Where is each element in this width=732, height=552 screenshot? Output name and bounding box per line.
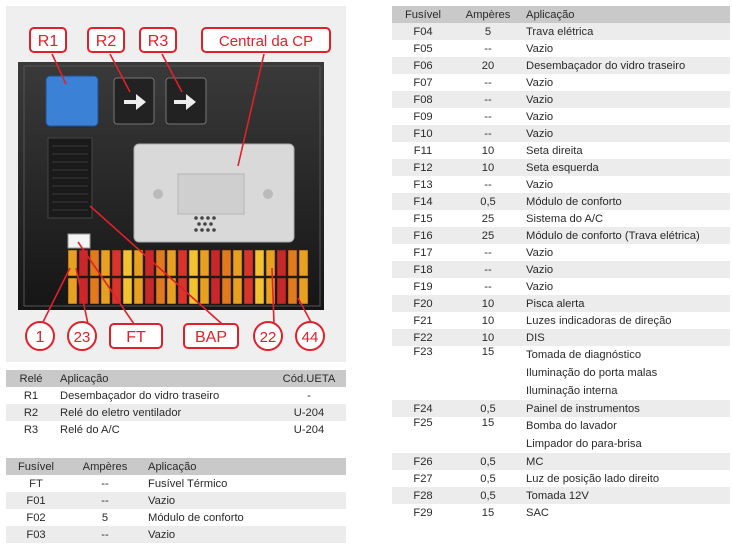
fuse-row	[6, 492, 346, 509]
fuse-row	[392, 417, 730, 453]
fuse-id: F27	[413, 472, 433, 485]
fuse-amperes: --	[484, 110, 492, 123]
fuse-blade	[277, 278, 286, 304]
callout-central-cp-label: Central da CP	[218, 33, 314, 50]
fuse-right-header-amperes: Ampères	[454, 6, 522, 23]
fuse-row	[392, 470, 730, 487]
fuse-blade	[233, 250, 242, 276]
fuse-row	[392, 504, 730, 521]
fuse-application-line: Limpador do para-brisa	[526, 438, 642, 450]
fuse-amperes: 0,5	[454, 453, 522, 470]
fuse-amperes: --	[454, 261, 522, 278]
fuse-row	[392, 453, 730, 470]
fuse-row	[392, 295, 730, 312]
fuse-application: Vazio	[522, 125, 730, 142]
relay-id: R3	[23, 423, 39, 436]
fuse-blade	[266, 250, 275, 276]
fuse-blade	[255, 278, 264, 304]
fuse-id: F01	[6, 492, 66, 509]
fuse-amperes: --	[484, 178, 492, 191]
callout-ft-label: FT	[126, 329, 146, 346]
fuse-application	[522, 417, 730, 453]
fuse-application: Vazio	[526, 178, 554, 191]
fuse-application: Vazio	[526, 246, 554, 259]
fuse-application-line: Bomba do lavador	[526, 420, 617, 432]
fuse-id: F28	[392, 487, 454, 504]
fuse-amperes: --	[66, 526, 144, 543]
thermal-fuse-ft	[68, 234, 90, 248]
callout-22	[254, 322, 282, 350]
fuse-row	[392, 400, 730, 417]
fuse-application: Luzes indicadoras de direção	[526, 314, 672, 327]
callout-23	[68, 322, 96, 350]
fuse-id: F03	[6, 526, 66, 543]
fuse-id: F19	[413, 280, 433, 293]
fuse-blade	[189, 278, 198, 304]
relay-id: R1	[23, 389, 39, 402]
fuse-amperes: 20	[454, 57, 522, 74]
fuse-id: F23	[413, 346, 433, 358]
fuse-amperes: --	[454, 125, 522, 142]
fuse-amperes: --	[484, 42, 492, 55]
fuse-id: F12	[392, 159, 454, 176]
fuse-amperes: --	[101, 477, 109, 490]
fuse-id: F07	[413, 76, 433, 89]
fuse-id: F05	[413, 42, 433, 55]
fuse-left-header-fusivel: Fusível	[6, 458, 66, 475]
fuse-amperes: 10	[454, 295, 522, 312]
fuse-table-right	[392, 6, 730, 521]
fuse-application-line: Iluminação interna	[526, 385, 618, 397]
relay-header-cod: Cód.UETA	[272, 370, 346, 387]
fuse-id: F10	[392, 125, 454, 142]
fuse-blade	[101, 250, 110, 276]
fuse-blade	[222, 278, 231, 304]
fuse-blade	[299, 278, 308, 304]
relay-application: Relé do A/C	[60, 423, 120, 436]
fuse-id: FT	[29, 477, 43, 490]
callout-r1	[30, 28, 66, 52]
fuse-blade	[112, 278, 121, 304]
callout-central-cp	[202, 28, 330, 52]
fuse-blade	[255, 250, 264, 276]
relay-row	[6, 421, 346, 438]
fuse-row	[392, 312, 730, 329]
fuse-application: Módulo de conforto	[148, 511, 244, 524]
fuse-id: F04	[392, 23, 454, 40]
fuse-row	[392, 57, 730, 74]
fuse-application: Desembaçador do vidro traseiro	[522, 57, 730, 74]
fuse-amperes: --	[66, 492, 144, 509]
fuse-application: Trava elétrica	[522, 23, 730, 40]
fuse-application: Vazio	[526, 110, 554, 123]
fuse-amperes: 15	[481, 417, 495, 429]
fuse-box-diagram	[6, 6, 346, 362]
fuse-amperes: --	[484, 76, 492, 89]
fuse-id: F26	[392, 453, 454, 470]
fuse-amperes: 15	[481, 506, 495, 519]
fuse-left-header-aplicacao: Aplicação	[144, 458, 346, 475]
fuse-row	[392, 346, 730, 400]
fuse-row	[392, 487, 730, 504]
relay-header-aplicacao: Aplicação	[56, 370, 272, 387]
fuse-row	[392, 329, 730, 346]
fuse-blade	[68, 250, 77, 276]
fuse-blade	[299, 250, 308, 276]
fuse-row	[392, 159, 730, 176]
fuse-blade	[189, 250, 198, 276]
fuse-application: Vazio	[522, 261, 730, 278]
fuse-application: Tomada 12V	[522, 487, 730, 504]
fuse-application: Módulo de conforto	[522, 193, 730, 210]
fuse-table-left	[6, 458, 346, 543]
fuse-row	[392, 74, 730, 91]
fuse-amperes: 25	[481, 212, 495, 225]
callout-22-label: 22	[259, 329, 277, 346]
relay-application: Desembaçador do vidro traseiro	[60, 389, 220, 402]
fuse-amperes: 15	[481, 346, 495, 358]
fuse-id: F25	[413, 417, 433, 429]
fuse-row	[392, 23, 730, 40]
fuse-amperes: --	[454, 91, 522, 108]
fuse-blade	[211, 278, 220, 304]
callout-bap	[184, 324, 238, 348]
fuse-amperes: 10	[481, 314, 495, 327]
fuse-application: Vazio	[522, 91, 730, 108]
fuse-amperes: 5	[101, 511, 109, 524]
fuse-application: Vazio	[526, 76, 554, 89]
callout-r3	[140, 28, 176, 52]
fuse-id: F20	[392, 295, 454, 312]
fuse-application: Fusível Térmico	[148, 477, 228, 490]
fuse-application	[522, 346, 730, 400]
fuse-blade	[233, 278, 242, 304]
relay-row	[6, 404, 346, 421]
fuse-amperes: 0,5	[454, 487, 522, 504]
fuse-row	[392, 91, 730, 108]
relay-code: -	[307, 389, 311, 402]
fuse-right-header-aplicacao: Aplicação	[522, 6, 730, 23]
fuse-right-header-fusivel: Fusível	[392, 6, 454, 23]
fuse-amperes: 10	[454, 329, 522, 346]
fuse-application: Luz de posição lado direito	[526, 472, 660, 485]
fuse-blade	[68, 278, 77, 304]
fuse-blade	[167, 250, 176, 276]
fuse-row	[392, 40, 730, 57]
callout-bap-label: BAP	[194, 329, 228, 346]
fuse-row	[392, 108, 730, 125]
relay-header-rele: Relé	[6, 370, 56, 387]
fuse-amperes: 10	[454, 159, 522, 176]
callout-ft	[110, 324, 162, 348]
callout-r2	[88, 28, 124, 52]
fuse-row	[392, 244, 730, 261]
fuse-id: F17	[413, 246, 433, 259]
relay-application: Relé do eletro ventilador	[56, 404, 272, 421]
fuse-left-header-amperes: Ampères	[66, 458, 144, 475]
fuse-blade	[112, 250, 121, 276]
fuse-application: DIS	[522, 329, 730, 346]
fuse-blade	[200, 250, 209, 276]
callout-r3-label: R3	[147, 33, 169, 50]
fuse-blade	[145, 278, 154, 304]
fuse-id: F29	[413, 506, 433, 519]
relay-r1	[46, 76, 98, 126]
fuse-row	[6, 509, 346, 526]
fuse-application: Módulo de conforto (Trava elétrica)	[522, 227, 730, 244]
fuse-table-left-header	[6, 458, 346, 475]
fuse-id: F15	[413, 212, 433, 225]
fuse-id: F14	[392, 193, 454, 210]
fuse-application: MC	[522, 453, 730, 470]
fuse-application: Painel de instrumentos	[522, 400, 730, 417]
fuse-blade	[123, 278, 132, 304]
fuse-id: F13	[413, 178, 433, 191]
relay-row	[6, 387, 346, 404]
fuse-box-photo	[6, 6, 346, 362]
fuse-id: F02	[26, 511, 46, 524]
fuse-application-line: Tomada de diagnóstico	[526, 349, 642, 361]
fuse-application: SAC	[526, 506, 550, 519]
callout-1	[26, 322, 54, 350]
fuse-amperes: --	[484, 280, 492, 293]
fuse-id: F06	[392, 57, 454, 74]
fuse-id: F24	[392, 400, 454, 417]
fuse-blade	[200, 278, 209, 304]
fuse-row	[392, 210, 730, 227]
fuse-application-line: Iluminação do porta malas	[526, 367, 658, 379]
fuse-row	[392, 193, 730, 210]
fuse-row	[392, 227, 730, 244]
relay-code: U-204	[272, 404, 346, 421]
fuse-application: Vazio	[526, 42, 554, 55]
fuse-amperes: 0,5	[454, 400, 522, 417]
fuse-row	[392, 176, 730, 193]
fuse-blade	[222, 250, 231, 276]
relay-table	[6, 370, 346, 438]
fuse-table-right-body	[392, 23, 730, 521]
fuse-id: F09	[413, 110, 433, 123]
fuse-blade	[123, 250, 132, 276]
callout-23-label: 23	[73, 329, 91, 346]
fuse-blade	[134, 278, 143, 304]
fuse-id: F08	[392, 91, 454, 108]
fuse-application: Sistema do A/C	[526, 212, 604, 225]
fuse-row	[392, 278, 730, 295]
callout-1-label: 1	[35, 329, 45, 346]
fuse-application: Vazio	[526, 280, 554, 293]
fuse-amperes: 5	[454, 23, 522, 40]
fuse-blade	[211, 250, 220, 276]
callout-44-label: 44	[301, 329, 319, 346]
fuse-application: Vazio	[144, 492, 346, 509]
relay-code: U-204	[293, 423, 325, 436]
fuse-row	[392, 261, 730, 278]
fuse-id: F21	[413, 314, 433, 327]
fuse-application: Vazio	[144, 526, 346, 543]
callout-r2-label: R2	[95, 33, 117, 50]
fuse-amperes: --	[484, 246, 492, 259]
fuse-blade	[244, 250, 253, 276]
fuse-amperes: 0,5	[454, 193, 522, 210]
fuse-application: Pisca alerta	[522, 295, 730, 312]
fuse-blade	[90, 278, 99, 304]
fuse-blade	[156, 278, 165, 304]
callout-44	[296, 322, 324, 350]
fuse-blade	[277, 250, 286, 276]
fuse-application: Seta direita	[526, 144, 583, 157]
fuse-row	[6, 475, 346, 492]
fuse-id: F18	[392, 261, 454, 278]
fuse-blade	[244, 278, 253, 304]
fuse-id: F11	[413, 144, 433, 157]
relay-table-header	[6, 370, 346, 387]
fuse-id: F16	[392, 227, 454, 244]
fuse-amperes: 25	[454, 227, 522, 244]
fuse-blade	[288, 250, 297, 276]
fuse-row	[392, 125, 730, 142]
fuse-amperes: 10	[481, 144, 495, 157]
fuse-id: F22	[392, 329, 454, 346]
fuse-table-right-header	[392, 6, 730, 23]
callout-r1-label: R1	[37, 33, 59, 50]
relay-id: R2	[6, 404, 56, 421]
fuse-amperes: 0,5	[480, 472, 496, 485]
fuse-blade	[178, 250, 187, 276]
fuse-application: Seta esquerda	[522, 159, 730, 176]
fuse-row	[392, 142, 730, 159]
fuse-row	[6, 526, 346, 543]
fuse-blade	[288, 278, 297, 304]
fuse-blade	[134, 250, 143, 276]
